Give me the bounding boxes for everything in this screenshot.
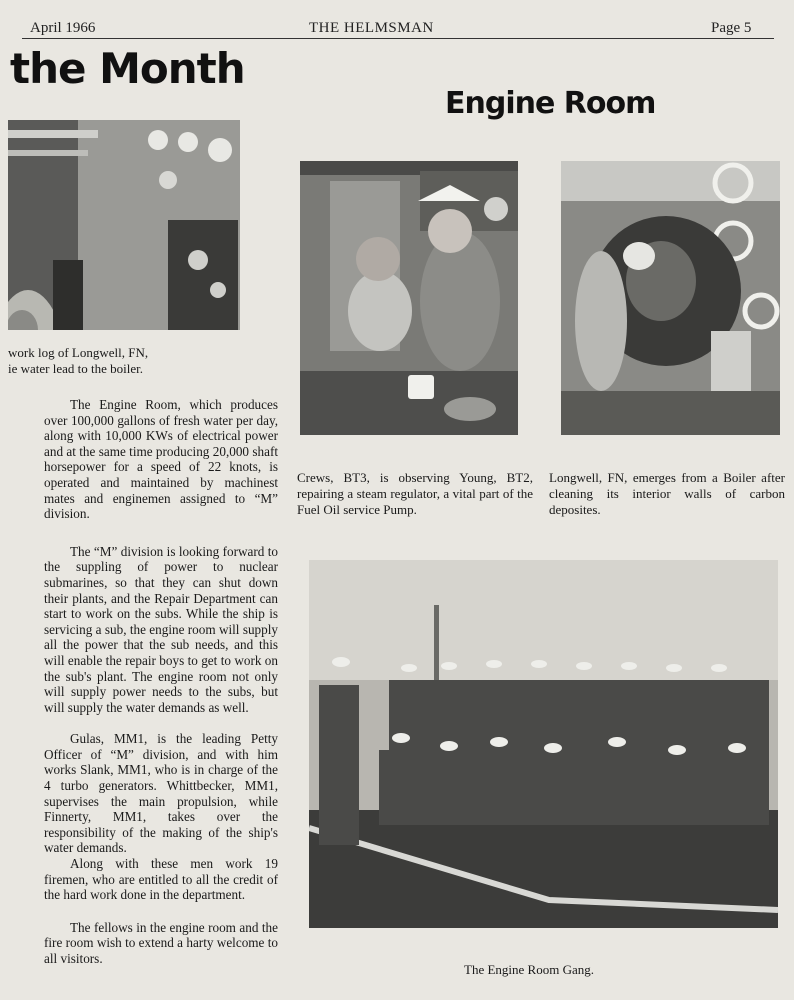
photo-engine-room-gang-caption: The Engine Room Gang. [464, 962, 594, 977]
headline-right: Engine Room [445, 86, 656, 121]
article-paragraph-3: Gulas, MM1, is the leading Petty Officer of “M” division, and with him works Slank, MM1, who is in charge of the 4 turbo generators. Whittbecker, MM1, supervises the main propulsion, while Finnerty, MM1, takes over the responsibility of the making of the ship's water demands. [44, 731, 278, 856]
headline-left: the Month [10, 44, 245, 93]
article-paragraph-5: The fellows in the engine room and the fire room wish to extend a harty welcome to all visitors. [44, 919, 278, 966]
photo-engine-log [8, 120, 240, 330]
photo-boiler-caption: Longwell, FN, emerges from a Boiler after cleaning its interior walls of carbon deposites. [549, 470, 785, 517]
article-paragraph-1: The Engine Room, which produces over 100,000 gallons of fresh water per day, along with 10,000 KWs of electrical power and at the same time producing 20,000 shaft horsepower for a speed of 22 knots, is operated and maintained by machinest mates and enginemen assigned to “M” division. [44, 397, 278, 522]
photo-boiler [561, 161, 780, 435]
caption-line-2: ie water lead to the boiler. [8, 361, 144, 376]
photo-engine-log-caption [8, 345, 148, 377]
article-paragraph-2: The “M” division is looking forward to the suppling of power to nuclear submarines, so that they can shut down their plants, and the Repair Department can start to work on the subs. While the ship is servicing a sub, the engine room will supply all the power that the sub needs, and this will enable the repair boys to get to work on the sub's plant. The engine room not only will supply power needs to the subs, but will supply the water demands as well. [44, 543, 278, 715]
issue-date: April 1966 [30, 20, 96, 36]
photo-steam-regulator [300, 161, 518, 435]
caption-line-1: work log of Longwell, FN, [8, 345, 149, 360]
page-number: Page 5 [711, 20, 752, 36]
photo-steam-regulator-caption: Crews, BT3, is observing Young, BT2, repairing a steam regulator, a vital part of the Fuel Oil service Pump. [297, 470, 533, 517]
article-paragraph-4: Along with these men work 19 firemen, who are entitled to all the credit of the hard work done in the department. [44, 856, 278, 903]
header-rule [22, 38, 774, 39]
newsletter-title: THE HELMSMAN [309, 20, 434, 36]
photo-engine-room-gang [309, 560, 778, 928]
article-body [44, 397, 278, 967]
